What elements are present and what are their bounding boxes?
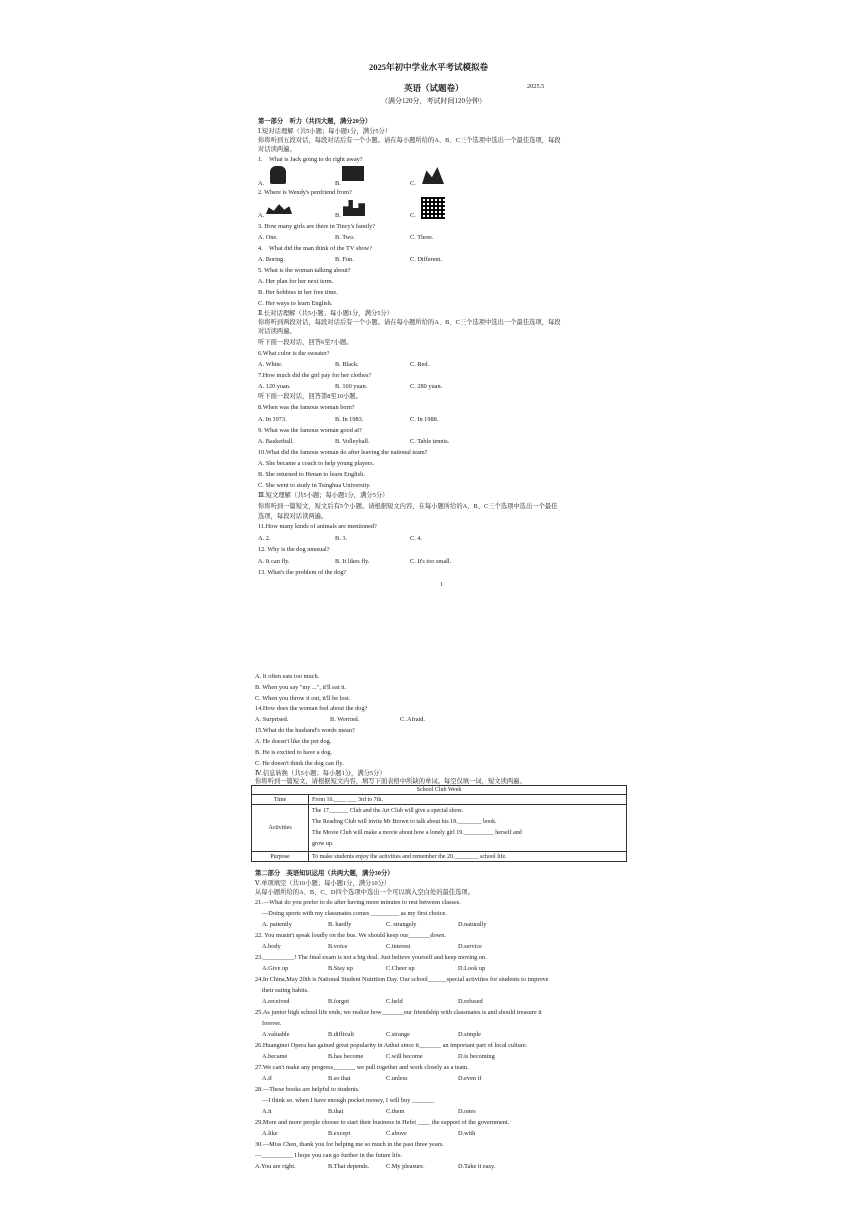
q2-picture-c xyxy=(421,197,445,219)
q1-option-b: B. xyxy=(335,180,341,187)
q8-stem: 8.When was the famous woman born? xyxy=(258,404,355,411)
q26-stem: 26.Huangmei Opera has gained great popularity in Anhui since it_______ an important part of local culture. xyxy=(255,1042,528,1049)
q22-option-a: A.body xyxy=(262,943,281,950)
q11-stem: 11.How many kinds of animals are mentioned? xyxy=(258,523,377,530)
q8-option-a: A. In 1973. xyxy=(258,416,287,423)
q28-stem-2: —I think so. when I have enough pocket money, I will buy _______ xyxy=(262,1097,435,1104)
q9-option-c: C. Table tennis. xyxy=(410,438,450,445)
school-club-table xyxy=(251,785,627,862)
q1-stem: 1. What is Jack going to do right away? xyxy=(258,156,363,163)
q5-stem: 5. What is the woman talking about? xyxy=(258,267,351,274)
q24-option-c: C.held xyxy=(386,998,403,1005)
q23-option-a: A.Give up xyxy=(262,965,289,972)
sec2-instruction: 你将听到两段对话，每段对话后有一个小题。请在每小题所给的A、B、C三个选项中选出一个最佳选项，每段 xyxy=(258,319,561,326)
q29-option-b: B.except xyxy=(328,1130,351,1137)
q28-stem: 28.—These books are helpful to students. xyxy=(255,1086,360,1093)
exam-subject: 英语（试题卷） xyxy=(404,83,464,93)
table-activity-2: The Reading Club will invite Mr Brown to talk about his 18.________ book. xyxy=(312,819,497,825)
q23-option-c: C.Cheer up xyxy=(386,965,415,972)
q24-option-d: D.refused xyxy=(458,998,483,1005)
table-activity-4: grow up. xyxy=(312,841,334,847)
q23-option-b: B.Stay up xyxy=(328,965,353,972)
q12-option-a: A. It can fly. xyxy=(258,558,290,565)
table-purpose-label: Purpose xyxy=(252,852,309,862)
q27-option-b: B.so that xyxy=(328,1075,351,1082)
q7-stem: 7.How much did the girl pay for her clothes? xyxy=(258,372,372,379)
q12-option-b: B. It likes fly. xyxy=(335,558,370,565)
q22-option-b: B.voice xyxy=(328,943,348,950)
q9-stem: 9. What was the famous woman good at? xyxy=(258,427,362,434)
q28-option-a: A.it xyxy=(262,1108,272,1115)
exam-date: 2025.5 xyxy=(527,83,545,90)
q6-option-a: A. White. xyxy=(258,361,283,368)
q1-picture-b xyxy=(342,166,364,181)
q21-stem-2: —Doing sports with my classmates comes _________ as my first choice. xyxy=(262,910,447,917)
q25-stem: 25.As junior high school life ends, we realize how_______our friendship with classmates is and should treasure it xyxy=(255,1009,542,1016)
q24-option-a: A.received xyxy=(262,998,290,1005)
sec2-title: Ⅱ.长对话理解（共5小题；每小题1分，满分5分） xyxy=(258,310,393,317)
q9-option-a: A. Basketball. xyxy=(258,438,294,445)
sec2-listen-1: 听下面一段对话，回答6至7小题。 xyxy=(258,339,353,346)
exam-title: 2025年初中学业水平考试模拟卷 xyxy=(369,62,489,72)
q13-option-c: C. When you throw it out, it'll be lost. xyxy=(255,695,351,702)
q2-option-c: C. xyxy=(410,212,416,219)
part1-heading: 第一部分 听力（共四大题，满分20分） xyxy=(258,118,372,125)
q8-option-b: B. In 1983. xyxy=(335,416,364,423)
sec2-listen-2: 听下面一段对话，回答第8至10小题。 xyxy=(258,393,362,400)
table-activities-label: Activities xyxy=(252,805,309,852)
q29-option-a: A.like xyxy=(262,1130,278,1137)
q24-option-b: B.forgot xyxy=(328,998,350,1005)
q12-option-c: C. It's too small. xyxy=(410,558,452,565)
q30-option-b: B.That depends. xyxy=(328,1163,370,1170)
q24-stem: 24.In China,May 20th is National Student Nutrition Day. Our school______special activities for students to improve xyxy=(255,976,549,983)
sec3-instruction-2: 选项，每段对话读两遍。 xyxy=(258,513,328,520)
sec5-title: Ⅴ.单项填空（共10小题；每小题1分，满分10分） xyxy=(255,880,391,887)
q22-option-d: D.service xyxy=(458,943,482,950)
q15-option-b: B. He is excited to have a dog. xyxy=(255,749,333,756)
part2-heading: 第二部分 英语知识运用（共两大题，满分30分） xyxy=(255,870,394,877)
q29-stem: 29.More and more people choose to start their business in Hefei ____ the support of the government. xyxy=(255,1119,510,1126)
q25-option-a: A.valuable xyxy=(262,1031,290,1038)
sec1-title: Ⅰ.短对话理解（共5小题；每小题1分，满分5分） xyxy=(258,128,392,135)
q28-option-b: B.that xyxy=(328,1108,344,1115)
q23-option-d: D.Look up xyxy=(458,965,486,972)
q22-stem: 22. You mustn't speak loudly on the bus. We should keep our_______down. xyxy=(255,932,446,939)
q14-option-b: B. Worried. xyxy=(330,716,360,723)
q5-option-a: A. Her plan for her next term. xyxy=(258,278,334,285)
sec2-instruction-2: 对话读两遍。 xyxy=(258,328,296,335)
sec4-title: Ⅳ.信息转换（共5小题；每小题1分，满分5分） xyxy=(255,770,386,777)
q30-option-c: C.My pleasure. xyxy=(386,1163,425,1170)
table-caption: School Club Week xyxy=(252,786,627,795)
q21-option-c: C. strangely xyxy=(386,921,417,928)
q26-option-c: C.will become xyxy=(386,1053,423,1060)
q28-option-d: D.ones xyxy=(458,1108,476,1115)
q26-option-d: D.is becoming xyxy=(458,1053,495,1060)
q23-stem: 23.__________! The final exam is not a big deal. Just believe yourself and keep moving on. xyxy=(255,954,487,961)
q4-option-b: B. Fun. xyxy=(335,256,354,263)
q1-option-c: C. xyxy=(410,180,416,187)
q4-stem: 4. What did the man think of the TV show? xyxy=(258,245,372,252)
q28-option-c: C.them xyxy=(386,1108,405,1115)
q3-option-c: C. Three. xyxy=(410,234,434,241)
table-purpose-value: To make students enjoy the activities and remember the 20.________ school life. xyxy=(309,852,627,862)
q2-picture-b xyxy=(343,200,365,216)
q21-stem: 21.—What do you prefer to do after having more minutes to rest between classes. xyxy=(255,899,461,906)
q25-option-b: B.difficult xyxy=(328,1031,354,1038)
sec3-instruction: 你将听到一篇短文，短文后有5个小题。请根据短文内容，在每小题所给的A、B、C三个选项中选出一个最佳 xyxy=(258,503,558,510)
q1-picture-c xyxy=(422,167,444,184)
q10-option-c: C. She went to study in Tsinghua University. xyxy=(258,482,371,489)
q11-option-a: A. 2. xyxy=(258,535,271,542)
q2-option-a: A. xyxy=(258,212,265,219)
q13-stem: 13. What's the problem of the dog? xyxy=(258,569,347,576)
table-time-value: From 16.____ ___ 3rd to 7th. xyxy=(309,795,627,805)
q30-stem-2: —__________ I hope you can go further in the future life. xyxy=(255,1152,403,1159)
q6-option-b: B. Black. xyxy=(335,361,359,368)
q4-option-c: C. Different. xyxy=(410,256,442,263)
q27-option-c: C.unless xyxy=(386,1075,408,1082)
q26-option-b: B.has become xyxy=(328,1053,364,1060)
q27-option-d: D.even if xyxy=(458,1075,482,1082)
q15-option-c: C. He doesn't think the dog can fly. xyxy=(255,760,344,767)
q30-option-a: A.You are right. xyxy=(255,1163,296,1170)
q11-option-c: C. 4. xyxy=(410,535,423,542)
q1-picture-a xyxy=(270,166,286,184)
q14-option-c: C. Afraid. xyxy=(400,716,426,723)
q29-option-d: D.with xyxy=(458,1130,476,1137)
q25-stem-2: forever. xyxy=(262,1020,282,1027)
q15-option-a: A. He doesn't like the pet dog. xyxy=(255,738,332,745)
q25-option-d: D.simple xyxy=(458,1031,481,1038)
q30-option-d: D.Take it easy. xyxy=(458,1163,496,1170)
q13-option-a: A. It often eats too much. xyxy=(255,673,320,680)
q15-stem: 15.What do the husband's words mean? xyxy=(255,727,355,734)
q30-stem: 30.—Miss Chen, thank you for helping me so much in the past three years. xyxy=(255,1141,444,1148)
q11-option-b: B. 3. xyxy=(335,535,348,542)
q6-option-c: C. Red. xyxy=(410,361,430,368)
q1-option-a: A. xyxy=(258,180,265,187)
q7-option-a: A. 120 yuan. xyxy=(258,383,291,390)
q3-option-a: A. One. xyxy=(258,234,278,241)
q6-stem: 6.What color is the sweater? xyxy=(258,350,330,357)
q4-option-a: A. Boring. xyxy=(258,256,285,263)
q14-stem: 14.How does the woman feel about the dog? xyxy=(255,705,368,712)
sec1-instruction-2: 对话读两遍。 xyxy=(258,146,296,153)
q10-option-a: A. She became a coach to help young players. xyxy=(258,460,375,467)
q29-option-c: C.above xyxy=(386,1130,407,1137)
q10-stem: 10.What did the famous woman do after leaving the national team? xyxy=(258,449,428,456)
q14-option-a: A. Surprised. xyxy=(255,716,289,723)
q21-option-a: A. patiently xyxy=(262,921,292,928)
q7-option-c: C. 280 yuan. xyxy=(410,383,443,390)
score-time: （满分120分，考试时间120分钟） xyxy=(381,97,486,105)
q10-option-b: B. She returned to Henan to learn English. xyxy=(258,471,365,478)
q27-option-a: A.if xyxy=(262,1075,272,1082)
page-number: 1 xyxy=(440,582,443,588)
table-activity-1: The 17.______ Club and the Art Club will give a special show. xyxy=(312,808,464,814)
q8-option-c: C. In 1988. xyxy=(410,416,439,423)
q2-option-b: B. xyxy=(335,212,341,219)
q24-stem-2: their eating habits. xyxy=(262,987,309,994)
sec1-instruction: 你将听到五段对话，每段对话后有一个小题。请在每小题所给的A、B、C三个选项中选出一个最佳选项，每段 xyxy=(258,137,561,144)
sec4-instruction: 你将听到一篇短文，请根据短文内容，填写下面表格中所缺的单词。每空仅填一词，短文读两遍。 xyxy=(255,778,526,785)
table-activity-3: The Movie Club will make a movie about how a lonely girl 19.__________ herself and xyxy=(312,830,522,836)
q2-picture-a xyxy=(266,203,292,214)
sec3-title: Ⅲ.短文理解（共5小题；每小题1分，满分5分） xyxy=(258,492,389,499)
q22-option-c: C.interest xyxy=(386,943,411,950)
q12-stem: 12. Why is the dog unusual? xyxy=(258,546,330,553)
sec5-instruction: 从每小题所给的A、B、C、D四个选项中选出一个可以填入空白处的最佳选项。 xyxy=(255,889,474,896)
q3-stem: 3. How many girls are there in Tincy's family? xyxy=(258,223,376,230)
table-time-label: Time xyxy=(252,795,309,805)
q9-option-b: B. Volleyball. xyxy=(335,438,370,445)
q5-option-b: B. Her hobbies in her free time. xyxy=(258,289,338,296)
q26-option-a: A.became xyxy=(262,1053,288,1060)
q21-option-d: D.naturally xyxy=(458,921,487,928)
q27-stem: 27.We can't make any progress_______ we pull together and work closely as a team. xyxy=(255,1064,469,1071)
q21-option-b: B. hardly xyxy=(328,921,352,928)
q25-option-c: C.strange xyxy=(386,1031,410,1038)
q2-stem: 2. Where is Wendy's penfriend from? xyxy=(258,189,352,196)
q5-option-c: C. Her ways to learn English. xyxy=(258,300,333,307)
q7-option-b: B. 160 yuan. xyxy=(335,383,368,390)
q3-option-b: B. Two. xyxy=(335,234,355,241)
q13-option-b: B. When you say "my ...", it'll eat it. xyxy=(255,684,347,691)
